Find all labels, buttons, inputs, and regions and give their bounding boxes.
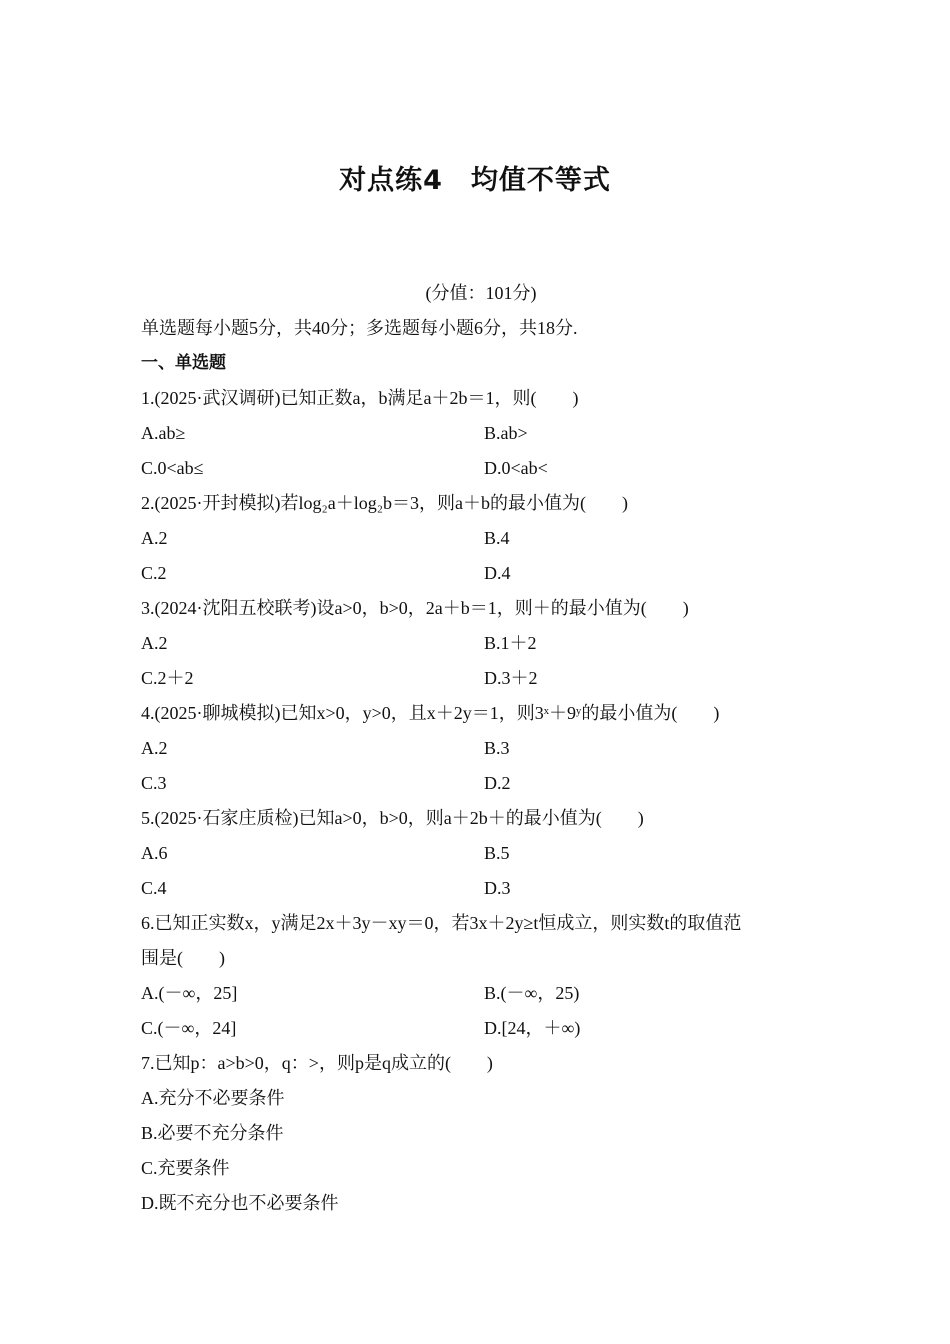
question-6-options-row-1 bbox=[141, 976, 821, 1011]
question-4-options-row-2 bbox=[141, 766, 821, 801]
question-4-stem: 4.(2025·聊城模拟)已知x>0，y>0，且x＋2y＝1，则3ˣ＋9ʸ的最小值为( ) bbox=[141, 703, 720, 723]
option-c: C.2 bbox=[141, 563, 167, 583]
question-1-options-row-2 bbox=[141, 451, 821, 486]
option-a: A.2 bbox=[141, 633, 168, 653]
question-6-options-row-2 bbox=[141, 1011, 821, 1046]
question-2-options-row-2 bbox=[141, 556, 821, 591]
question-3-stem: 3.(2024·沈阳五校联考)设a>0，b>0，2a＋b＝1，则＋的最小值为( ) bbox=[141, 598, 689, 618]
option-d: D.4 bbox=[484, 563, 511, 583]
option-c: C.0<ab≤ bbox=[141, 458, 204, 478]
question-3-options-row-1 bbox=[141, 626, 821, 661]
question-6-stem-line-2: 围是( ) bbox=[141, 948, 225, 968]
option-d: D.既不充分也不必要条件 bbox=[141, 1193, 339, 1213]
option-a: A.(－∞，25] bbox=[141, 983, 238, 1003]
question-7-stem: 7.已知p：a>b>0，q：>，则p是q成立的( ) bbox=[141, 1053, 493, 1073]
option-c: C.4 bbox=[141, 878, 167, 898]
option-b: B.4 bbox=[484, 528, 510, 548]
question-4-options-row-1 bbox=[141, 731, 821, 766]
option-d: D.3＋2 bbox=[484, 668, 538, 688]
option-c: C.2＋2 bbox=[141, 668, 194, 688]
question-1-stem: 1.(2025·武汉调研)已知正数a，b满足a＋2b＝1，则( ) bbox=[141, 388, 579, 408]
question-2-stem: 2.(2025·开封模拟)若log₂a＋log₂b＝3，则a＋b的最小值为( ) bbox=[141, 493, 629, 513]
option-b: B.3 bbox=[484, 738, 510, 758]
page-title: 对点练4 均值不等式 bbox=[339, 165, 611, 196]
option-d: D.[24，＋∞) bbox=[484, 1018, 581, 1038]
section-heading: 一、单选题 bbox=[141, 353, 226, 373]
document-body bbox=[141, 276, 821, 1221]
option-b: B.(－∞，25) bbox=[484, 983, 580, 1003]
option-b: B.必要不充分条件 bbox=[141, 1123, 284, 1143]
option-a: A.6 bbox=[141, 843, 168, 863]
option-d: D.0<ab< bbox=[484, 458, 548, 478]
option-c: C.充要条件 bbox=[141, 1158, 230, 1178]
option-b: B.1＋2 bbox=[484, 633, 537, 653]
option-b: B.5 bbox=[484, 843, 510, 863]
option-d: D.2 bbox=[484, 773, 511, 793]
option-a: A.ab≥ bbox=[141, 423, 186, 443]
question-6-stem-line-1: 6.已知正实数x，y满足2x＋3y－xy＝0，若3x＋2y≥t恒成立，则实数t的取值范 bbox=[141, 913, 742, 933]
option-a: A.充分不必要条件 bbox=[141, 1088, 285, 1108]
question-5-options-row-1 bbox=[141, 836, 821, 871]
question-1-options-row-1 bbox=[141, 416, 821, 451]
option-a: A.2 bbox=[141, 738, 168, 758]
option-b: B.ab> bbox=[484, 423, 528, 443]
option-c: C.(－∞，24] bbox=[141, 1018, 237, 1038]
question-2-options-row-1 bbox=[141, 521, 821, 556]
option-a: A.2 bbox=[141, 528, 168, 548]
option-c: C.3 bbox=[141, 773, 167, 793]
option-d: D.3 bbox=[484, 878, 511, 898]
score-line: (分值：101分) bbox=[425, 283, 537, 303]
question-5-stem: 5.(2025·石家庄质检)已知a>0，b>0，则a＋2b＋的最小值为( ) bbox=[141, 808, 644, 828]
question-5-options-row-2 bbox=[141, 871, 821, 906]
instruction-text: 单选题每小题5分，共40分；多选题每小题6分，共18分. bbox=[141, 318, 578, 338]
question-3-options-row-2 bbox=[141, 661, 821, 696]
